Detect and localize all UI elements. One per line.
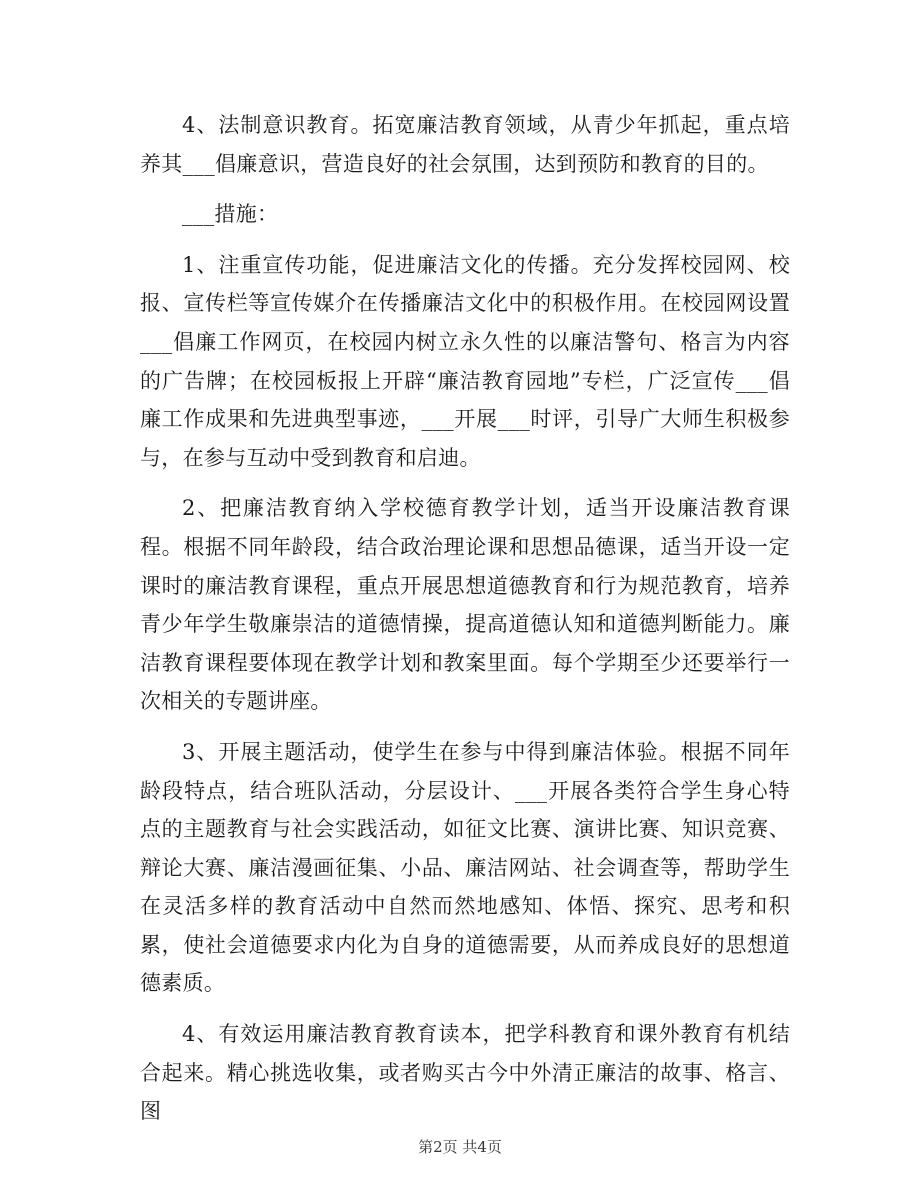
document-body — [140, 106, 790, 1131]
paragraph-measures-heading: ___措施： — [182, 202, 279, 227]
paragraph-measure-4: 4、有效运用廉洁教育教育读本，把学科教育和课外教育有机结合起来。精心挑选收集，或者购买古今中外清正廉洁的故事、格言、图 — [140, 1022, 790, 1124]
paragraph-measure-1: 1、注重宣传功能，促进廉洁文化的传播。充分发挥校园网、校报、宣传栏等宣传媒介在传播廉洁文化中的积极作用。在校园网设置___倡廉工作网页，在校园内树立永久性的以廉洁警句、格言为内容的广告牌；在校园板报上开辟“廉洁教育园地”专栏，广泛宣传___倡廉工作成果和先进典型事迹，___开展___时评，引导广大师生积极参与，在参与互动中受到教育和启迪。 — [140, 252, 790, 470]
page-number-footer: 第2页 共4页 — [418, 1138, 502, 1156]
paragraph-measure-3: 3、开展主题活动，使学生在参与中得到廉洁体验。根据不同年龄段特点，结合班队活动，分层设计、___开展各类符合学生身心特点的主题教育与社会实践活动，如征文比赛、演讲比赛、知识竞赛、辩论大赛、廉洁漫画征集、小品、廉洁网站、社会调查等，帮助学生在灵活多样的教育活动中自然而然地感知、体悟、探究、思考和积累，使社会道德要求内化为自身的道德需要，从而养成良好的思想道德素质。 — [140, 739, 790, 996]
paragraph-measure-2: 2、把廉洁教育纳入学校德育教学计划，适当开设廉洁教育课程。根据不同年龄段，结合政治理论课和思想品德课，适当开设一定课时的廉洁教育课程，重点开展思想道德教育和行为规范教育，培养青少年学生敬廉崇洁的道德情操，提高道德认知和道德判断能力。廉洁教育课程要体现在教学计划和教案里面。每个学期至少还要举行一次相关的专题讲座。 — [140, 496, 790, 714]
paragraph-legal-awareness: 4、法制意识教育。拓宽廉洁教育领域，从青少年抓起，重点培养其___倡廉意识，营造良好的社会氛围，达到预防和教育的目的。 — [140, 113, 790, 176]
